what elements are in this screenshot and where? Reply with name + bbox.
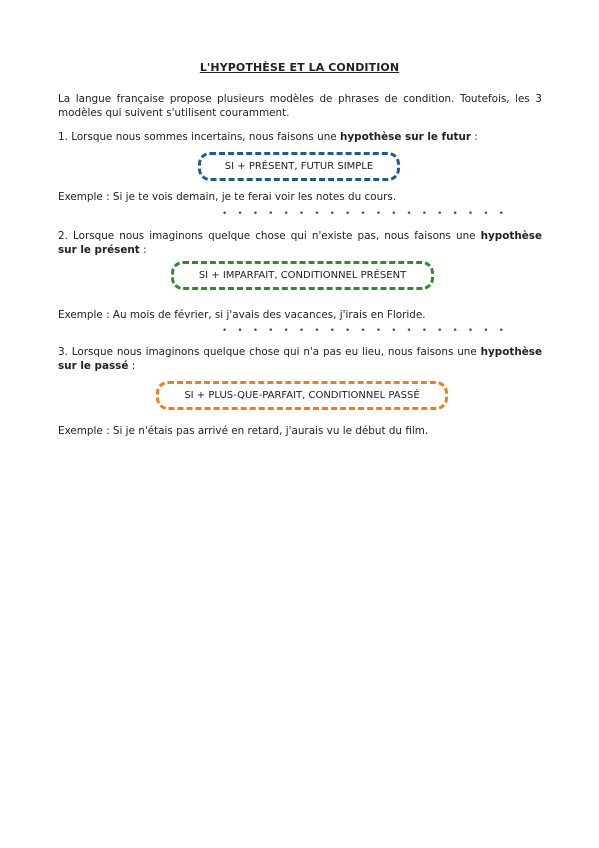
example-3: Exemple : Si je n'étais pas arrivé en retard, j'aurais vu le début du film. xyxy=(58,425,429,437)
formula-passe-text: SI + PLUS-QUE-PARFAIT, CONDITIONNEL PASSÉ xyxy=(184,390,420,401)
page-title: L'HYPOTHÈSE ET LA CONDITION xyxy=(199,61,400,74)
formula-futur-text: SI + PRÉSENT, FUTUR SIMPLE xyxy=(224,161,374,172)
separator-1: • • • • • • • • • • • • • • • • • • • xyxy=(222,209,508,219)
intro-paragraph: La langue française propose plusieurs modèles de phrases de condition. Toutefois, les 3 modèles qui suivent s'utilisent couramment. xyxy=(58,93,542,119)
section-2-heading xyxy=(58,229,542,257)
example-2: Exemple : Au mois de février, si j'avais des vacances, j'irais en Floride. xyxy=(58,309,426,321)
section-3-tail: : xyxy=(128,360,136,372)
section-1-lead: 1. Lorsque nous sommes incertains, nous faisons une xyxy=(58,131,340,143)
formula-box-passe xyxy=(156,381,448,410)
section-3-bold: hypothèse sur le passé xyxy=(58,346,542,372)
section-3-lead: 3. Lorsque nous imaginons quelque chose qui n'a pas eu lieu, nous faisons une xyxy=(58,346,481,358)
section-2-lead: 2. Lorsque nous imaginons quelque chose qui n'existe pas, nous faisons une xyxy=(58,230,481,242)
section-2-tail: : xyxy=(139,244,147,256)
section-2-bold: hypothèse sur le présent xyxy=(58,230,542,256)
formula-present-text: SI + IMPARFAIT, CONDITIONNEL PRÉSENT xyxy=(198,270,407,281)
section-1-tail: : xyxy=(470,131,478,143)
example-1: Exemple : Si je te vois demain, je te ferai voir les notes du cours. xyxy=(58,191,397,203)
section-1-bold: hypothèse sur le futur xyxy=(340,131,471,143)
formula-box-present xyxy=(171,261,434,290)
separator-2: • • • • • • • • • • • • • • • • • • • xyxy=(222,326,508,336)
formula-box-futur xyxy=(198,152,400,181)
section-1-heading xyxy=(58,130,542,144)
section-3-heading xyxy=(58,345,542,373)
